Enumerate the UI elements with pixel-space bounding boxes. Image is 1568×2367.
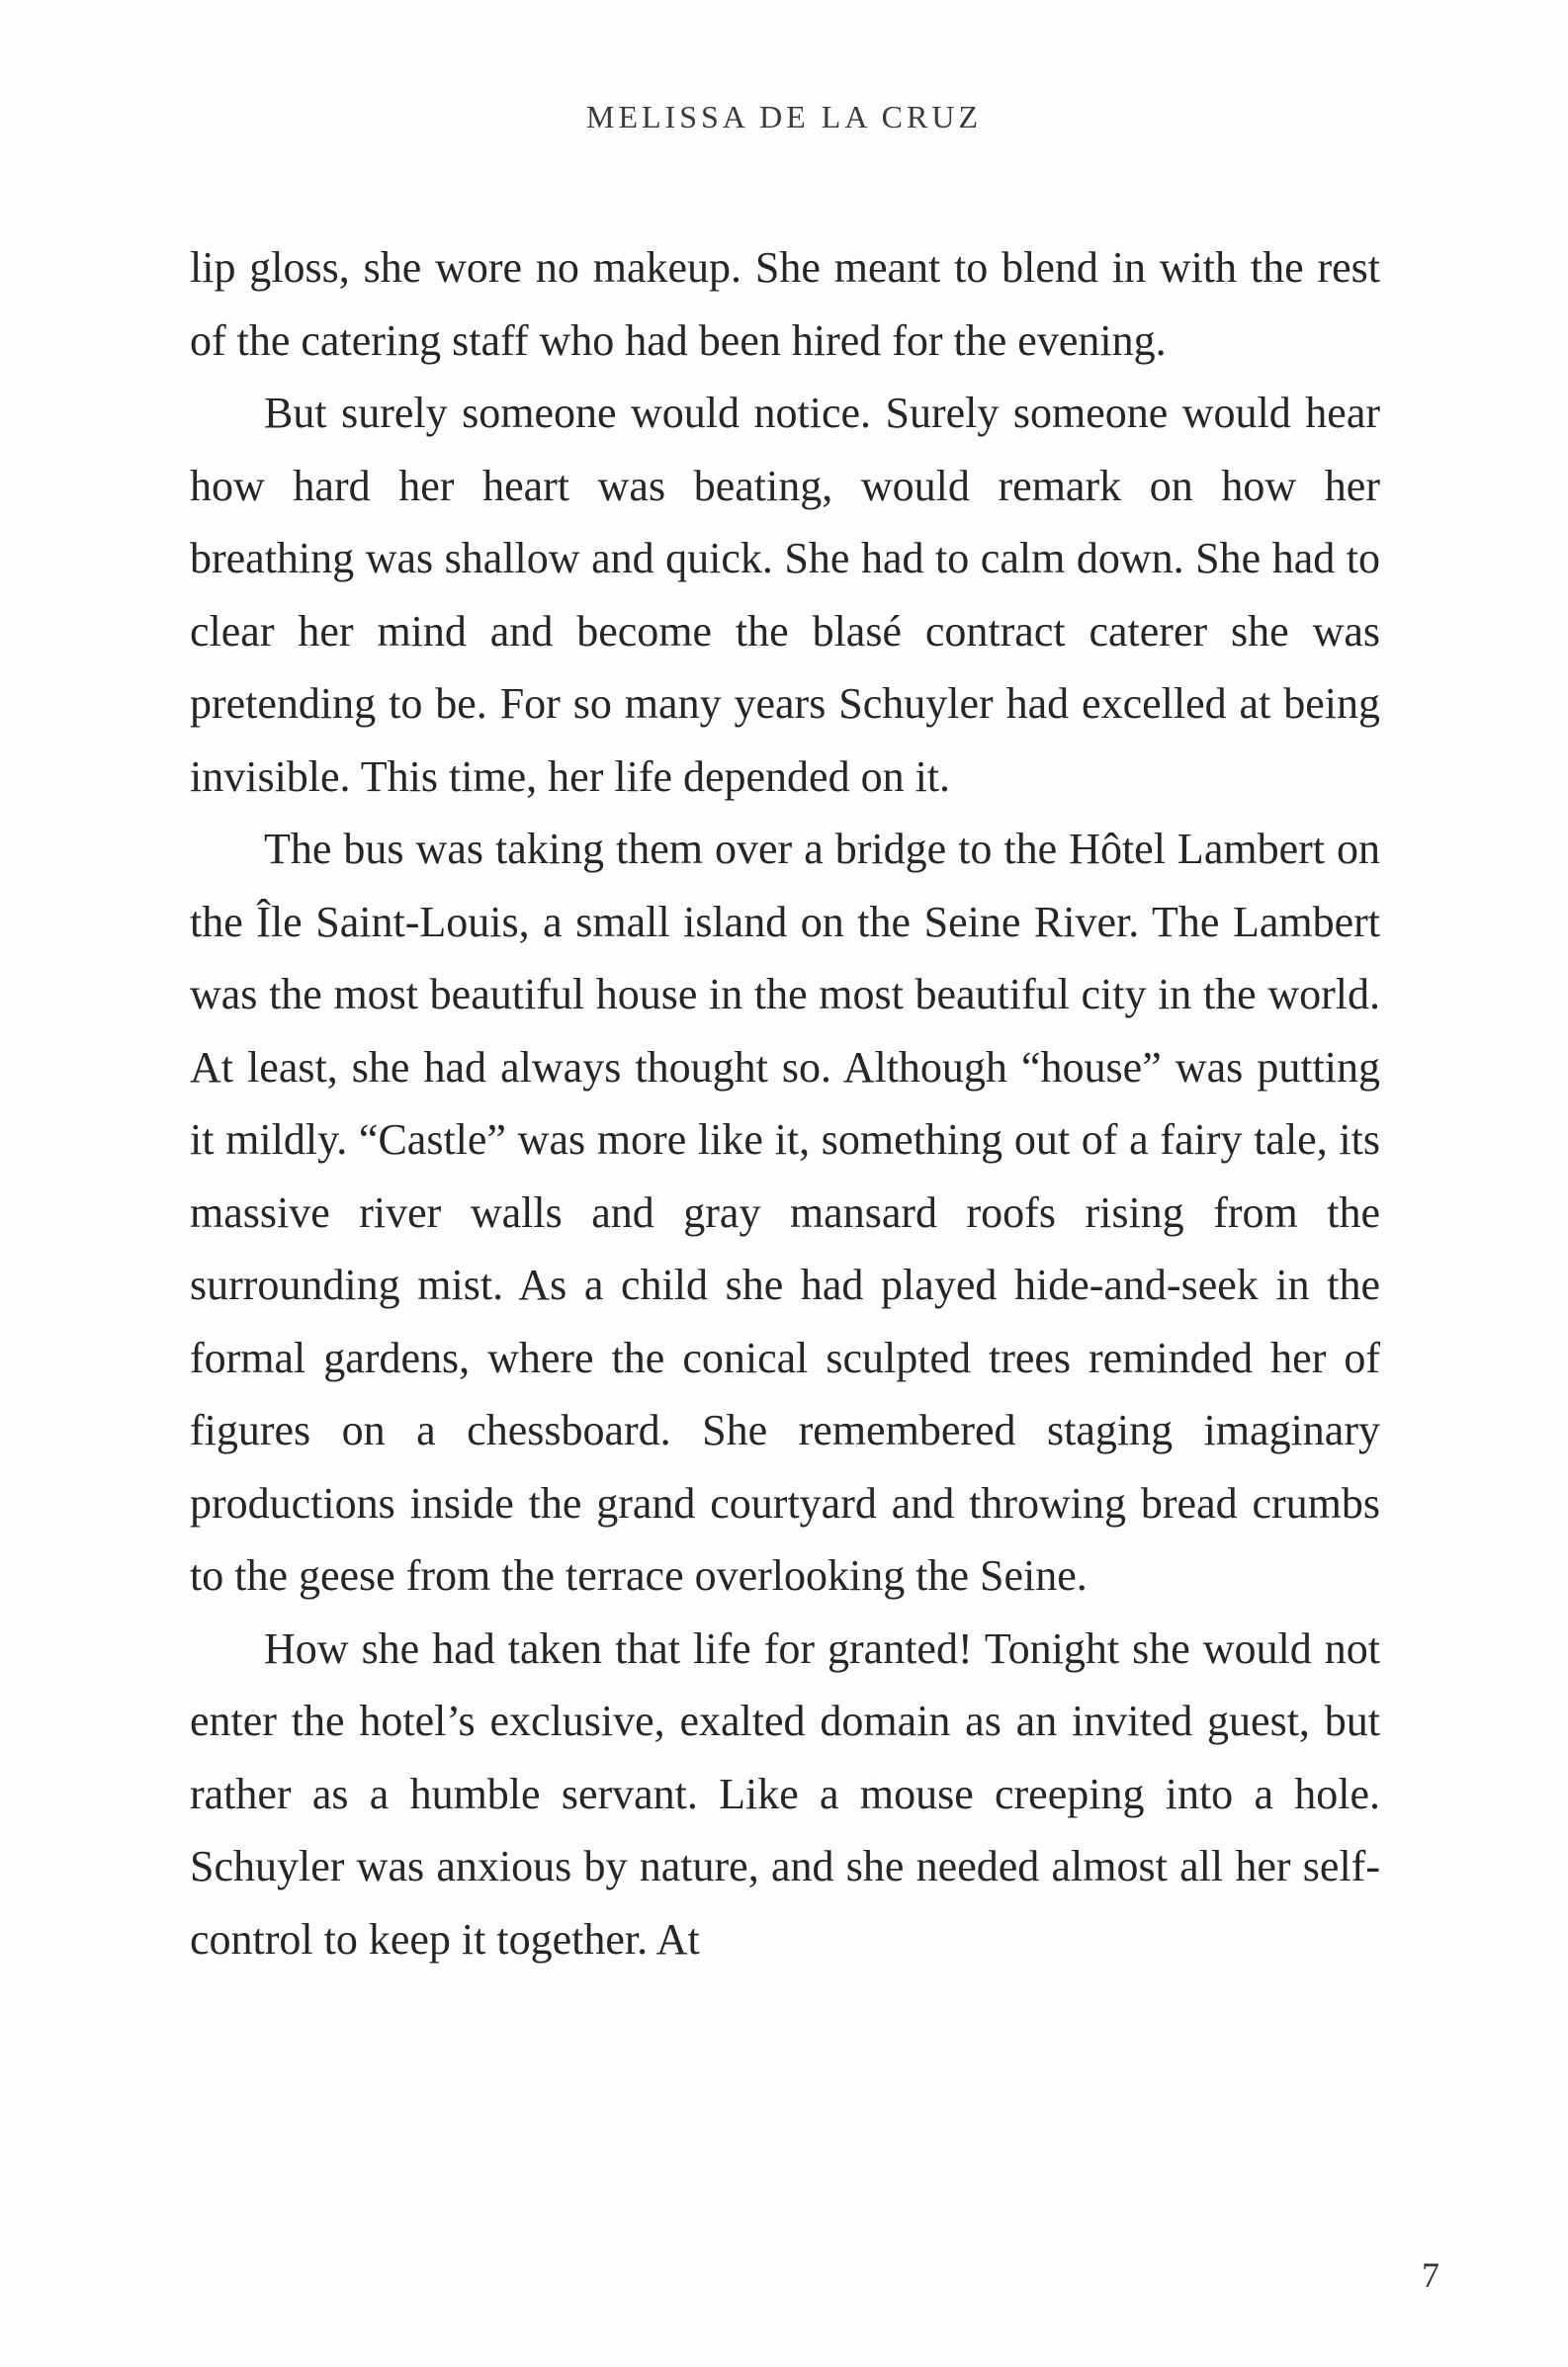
- paragraph-3: The bus was taking them over a bridge to the Hôtel Lambert on the Île Saint-Louis, a small island on the Seine River. The Lambert was the most beautiful house in the most beautiful city in the world. At least, she had always thought so. Although “house” was putting it mildly. “Castle” was more like it, something out of a fairy tale, its massive river walls and gray mansard roofs rising from the surrounding mist. As a child she had played hide-and-seek in the formal gardens, where the conical sculpted trees reminded her of figures on a chessboard. She remembered staging imaginary productions inside the grand courtyard and throwing bread crumbs to the geese from the terrace overlooking the Seine.: [190, 825, 1380, 1600]
- paragraph-1: lip gloss, she wore no makeup. She meant to blend in with the rest of the catering staff who had been hired for the evening.: [190, 243, 1380, 365]
- running-head: MELISSA DE LA CRUZ: [585, 99, 983, 134]
- body-text: [190, 231, 1380, 1975]
- paragraph-4: How she had taken that life for granted! Tonight she would not enter the hotel’s exclusive, exalted domain as an invited guest, but rather as a humble servant. Like a mouse creeping into a hole. Schuyler was anxious by nature, and she needed almost all her self-control to keep it together. At: [190, 1623, 1380, 1964]
- page-number: 7: [1422, 2255, 1439, 2295]
- paragraph-2: But surely someone would notice. Surely someone would hear how hard her heart was beating, would remark on how her breathing was shallow and quick. She had to calm down. She had to clear her mind and become the blasé contract caterer she was pretending to be. For so many years Schuyler had excelled at being invisible. This time, her life depended on it.: [190, 389, 1380, 801]
